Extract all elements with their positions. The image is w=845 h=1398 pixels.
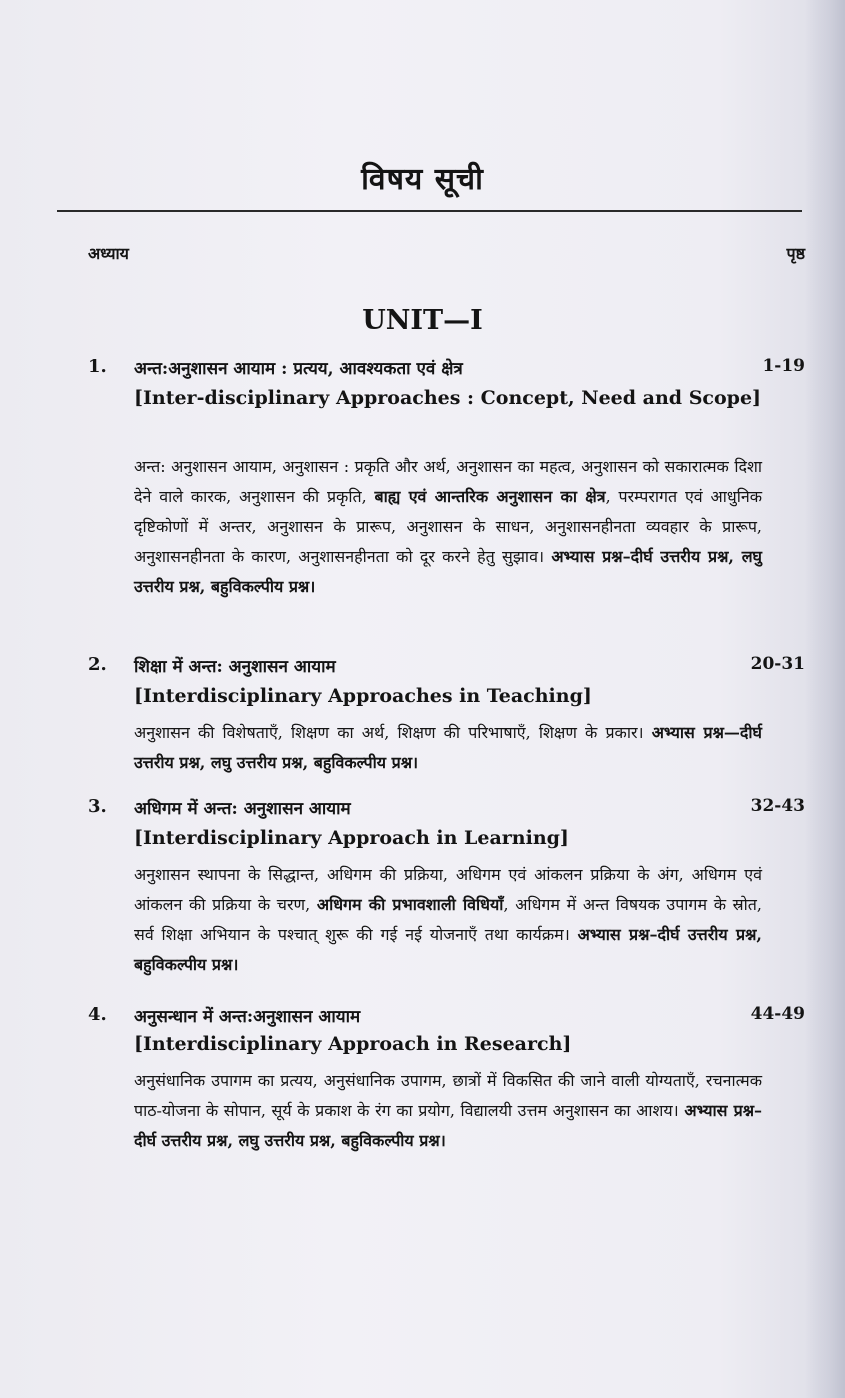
chapter-number: 3. xyxy=(88,796,107,817)
description-text: अनुशासन की विशेषताएँ, शिक्षण का अर्थ, शिक्षण की परिभाषाएँ, शिक्षण के प्रकार। xyxy=(134,723,644,742)
chapter-number: 1. xyxy=(88,356,107,377)
chapter-english-title: [Inter-disciplinary Approaches : Concept, Need and Scope] xyxy=(134,387,762,409)
description-bold-text: अधिगम की प्रभावशाली विधियाँ xyxy=(316,895,504,914)
chapter-english-title: [Interdisciplinary Approach in Research] xyxy=(134,1033,572,1055)
chapter-description xyxy=(134,1066,762,1156)
column-header-chapter: अध्याय xyxy=(88,244,129,263)
chapter-description xyxy=(134,860,762,980)
chapter-title: अधिगम में अन्त: अनुशासन आयाम xyxy=(134,799,351,819)
chapter-description xyxy=(134,452,762,602)
unit-heading: UNIT—I xyxy=(362,305,483,336)
chapter-number: 4. xyxy=(88,1004,107,1025)
exercise-questions: अभ्यास प्रश्न–दीर्घ उत्तरीय प्रश्न, लघु उत्तरीय प्रश्न, बहुविकल्पीय प्रश्न। xyxy=(134,1101,763,1150)
exercise-questions: अभ्यास प्रश्न–दीर्घ उत्तरीय प्रश्न, बहुविकल्पीय प्रश्न। xyxy=(134,925,762,974)
exercise-questions: अभ्यास प्रश्न–दीर्घ उत्तरीय प्रश्न, लघु उत्तरीय प्रश्न, बहुविकल्पीय प्रश्न। xyxy=(134,547,763,596)
exercise-questions: अभ्यास प्रश्न—दीर्घ उत्तरीय प्रश्न, लघु उत्तरीय प्रश्न, बहुविकल्पीय प्रश्न। xyxy=(134,723,762,772)
chapter-title: अन्त:अनुशासन आयाम : प्रत्यय, आवश्यकता एवं क्षेत्र xyxy=(134,359,463,379)
description-text-2: , परम्परागत एवं आधुनिक दृष्टिकोणों में अन्तर, अनुशासन के प्रारूप, अनुशासन के साधन, अनुशासनहीनता व्यवहार के प्रारूप, अनुशासनहीनता के कारण, अनुशासनहीनता को दूर करने हेतु सुझाव। xyxy=(134,487,763,566)
chapter-page-range: 20-31 xyxy=(750,654,805,674)
chapter-page-range: 44-49 xyxy=(750,1004,805,1024)
description-text: अन्त: अनुशासन आयाम, अनुशासन : प्रकृति और अर्थ, अनुशासन का महत्व, अनुशासन को सकारात्मक दिशा देने वाले कारक, अनुशासन की प्रकृति, xyxy=(134,457,762,506)
page-edge-shadow xyxy=(805,0,845,1398)
description-text: अनुशासन स्थापना के सिद्धान्त, अधिगम की प्रक्रिया, अधिगम एवं आंकलन प्रक्रिया के अंग, अधिगम एवं आंकलन की प्रक्रिया के चरण, xyxy=(134,865,762,914)
chapter-number: 2. xyxy=(88,654,107,675)
chapter-page-range: 32-43 xyxy=(750,796,805,816)
chapter-title: शिक्षा में अन्त: अनुशासन आयाम xyxy=(134,657,336,677)
column-header-page: पृष्ठ xyxy=(786,244,805,263)
description-text: अनुसंधानिक उपागम का प्रत्यय, अनुसंधानिक उपागम, छात्रों में विकसित की जाने वाली योग्यताएँ, रचनात्मक पाठ-योजना के सोपान, सूर्य के प्रकाश के रंग का प्रयोग, विद्यालयी उत्तम अनुशासन का आशय। xyxy=(134,1071,762,1120)
description-bold-text: बाह्य एवं आन्तरिक अनुशासन का क्षेत्र xyxy=(374,487,606,506)
title-divider xyxy=(57,210,802,212)
chapter-title: अनुसन्धान में अन्त:अनुशासन आयाम xyxy=(134,1007,361,1027)
chapter-page-range: 1-19 xyxy=(762,356,805,376)
page-title: विषय सूची xyxy=(361,162,484,197)
chapter-english-title: [Interdisciplinary Approaches in Teaching] xyxy=(134,685,592,707)
chapter-description xyxy=(134,718,762,778)
description-text-2: , अधिगम में अन्त विषयक उपागम के स्रोत, सर्व शिक्षा अभियान के पश्चात् शुरू की गई नई योजनाएँ तथा कार्यक्रम। xyxy=(134,895,762,944)
chapter-english-title: [Interdisciplinary Approach in Learning] xyxy=(134,827,569,849)
